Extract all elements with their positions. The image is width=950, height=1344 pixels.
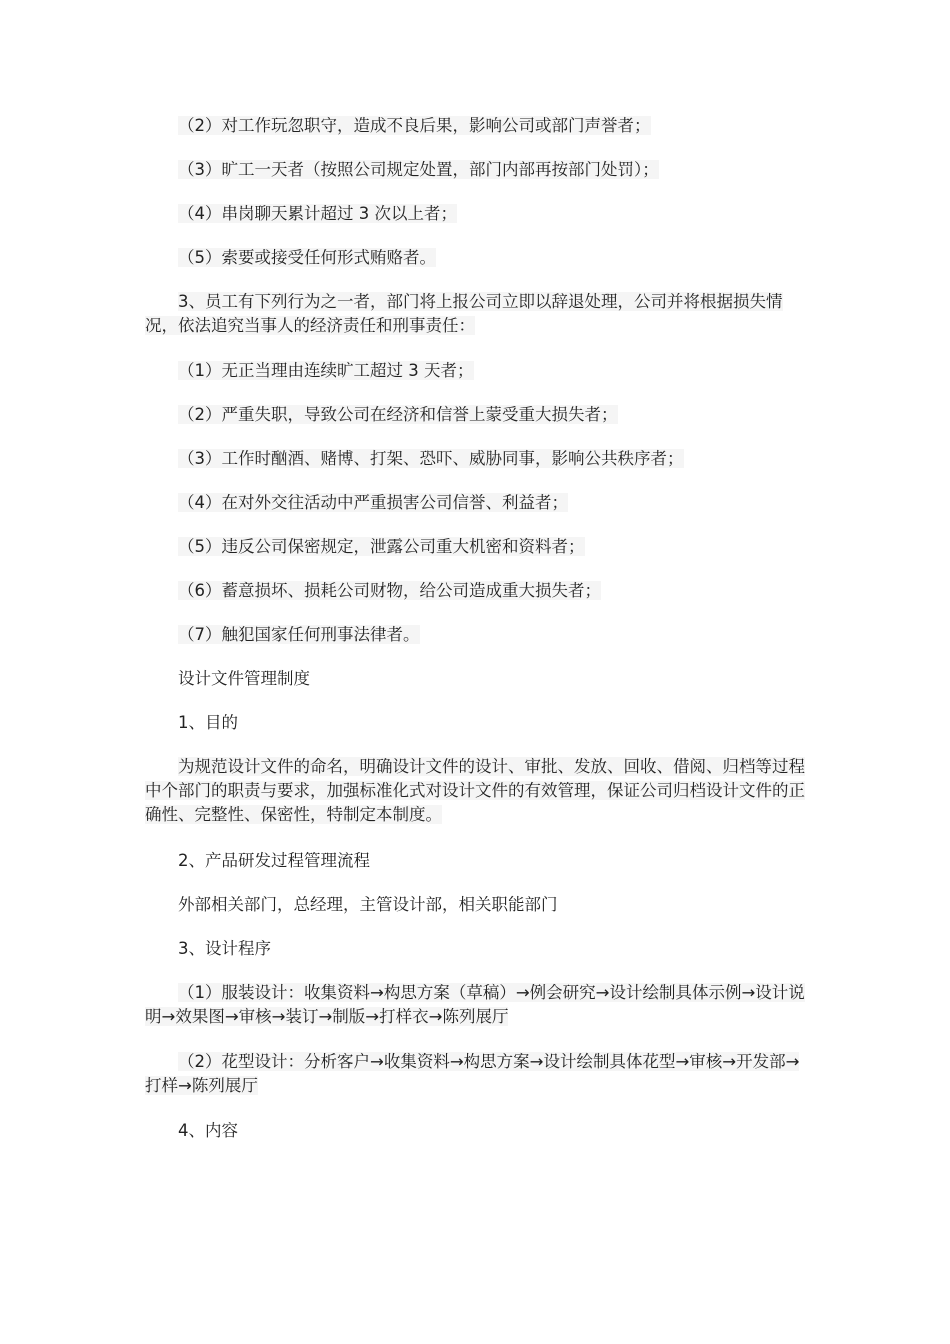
paragraph: [145, 359, 805, 383]
paragraph: [145, 447, 805, 471]
paragraph: [145, 579, 805, 603]
section-heading: [145, 711, 805, 735]
paragraph-text: （5）违反公司保密规定，泄露公司重大机密和资料者；: [178, 537, 585, 556]
paragraph-text: 3、员工有下列行为之一者，部门将上报公司立即以辞退处理，公司并将根据损失情况，依法追究当事人的经济责任和刑事责任：: [145, 292, 783, 335]
paragraph: [145, 623, 805, 647]
paragraph: [145, 158, 805, 182]
paragraph: [145, 981, 805, 1029]
section-heading-text: 设计文件管理制度: [178, 669, 310, 688]
paragraph: [145, 403, 805, 427]
section-heading: [145, 849, 805, 873]
paragraph-text: 为规范设计文件的命名，明确设计文件的设计、审批、发放、回收、借阅、归档等过程中个部门的职责与要求，加强标准化式对设计文件的有效管理，保证公司归档设计文件的正确性、完整性、保密性，特制定本制度。: [145, 757, 805, 824]
paragraph: [145, 755, 805, 827]
section-heading: [145, 937, 805, 961]
paragraph-text: （4）在对外交往活动中严重损害公司信誉、利益者；: [178, 493, 568, 512]
paragraph: [145, 114, 805, 138]
paragraph-text: （1）无正当理由连续旷工超过 3 天者；: [178, 361, 474, 380]
section-heading-text: 2、产品研发过程管理流程: [178, 851, 370, 870]
paragraph: [145, 202, 805, 226]
paragraph: [145, 1050, 805, 1098]
paragraph-text: （3）工作时酗酒、赌博、打架、恐吓、威胁同事，影响公共秩序者；: [178, 449, 684, 468]
section-heading: [145, 1119, 805, 1143]
paragraph-text: （2）对工作玩忽职守，造成不良后果，影响公司或部门声誉者；: [178, 116, 651, 135]
paragraph-text: （7）触犯国家任何刑事法律者。: [178, 625, 420, 644]
paragraph-text: （2）花型设计：分析客户→收集资料→构思方案→设计绘制具体花型→审核→开发部→打样→陈列展厅: [145, 1052, 800, 1095]
paragraph-text: （2）严重失职，导致公司在经济和信誉上蒙受重大损失者；: [178, 405, 618, 424]
paragraph: [145, 290, 805, 338]
section-heading-text: 4、内容: [178, 1121, 238, 1140]
paragraph: [145, 491, 805, 515]
paragraph-text: 外部相关部门，总经理，主管设计部，相关职能部门: [178, 895, 558, 914]
paragraph-text: （1）服装设计：收集资料→构思方案（草稿）→例会研究→设计绘制具体示例→设计说明→效果图→审核→装订→制版→打样衣→陈列展厅: [145, 983, 805, 1026]
section-heading: [145, 667, 805, 691]
paragraph: [145, 246, 805, 270]
paragraph-text: （5）索要或接受任何形式贿赂者。: [178, 248, 436, 267]
paragraph: [145, 535, 805, 559]
paragraph-text: （6）蓄意损坏、损耗公司财物，给公司造成重大损失者；: [178, 581, 601, 600]
section-heading-text: 3、设计程序: [178, 939, 271, 958]
section-heading-text: 1、目的: [178, 713, 238, 732]
paragraph: [145, 893, 805, 917]
paragraph-text: （3）旷工一天者（按照公司规定处置，部门内部再按部门处罚）；: [178, 160, 659, 179]
paragraph-text: （4）串岗聊天累计超过 3 次以上者；: [178, 204, 457, 223]
